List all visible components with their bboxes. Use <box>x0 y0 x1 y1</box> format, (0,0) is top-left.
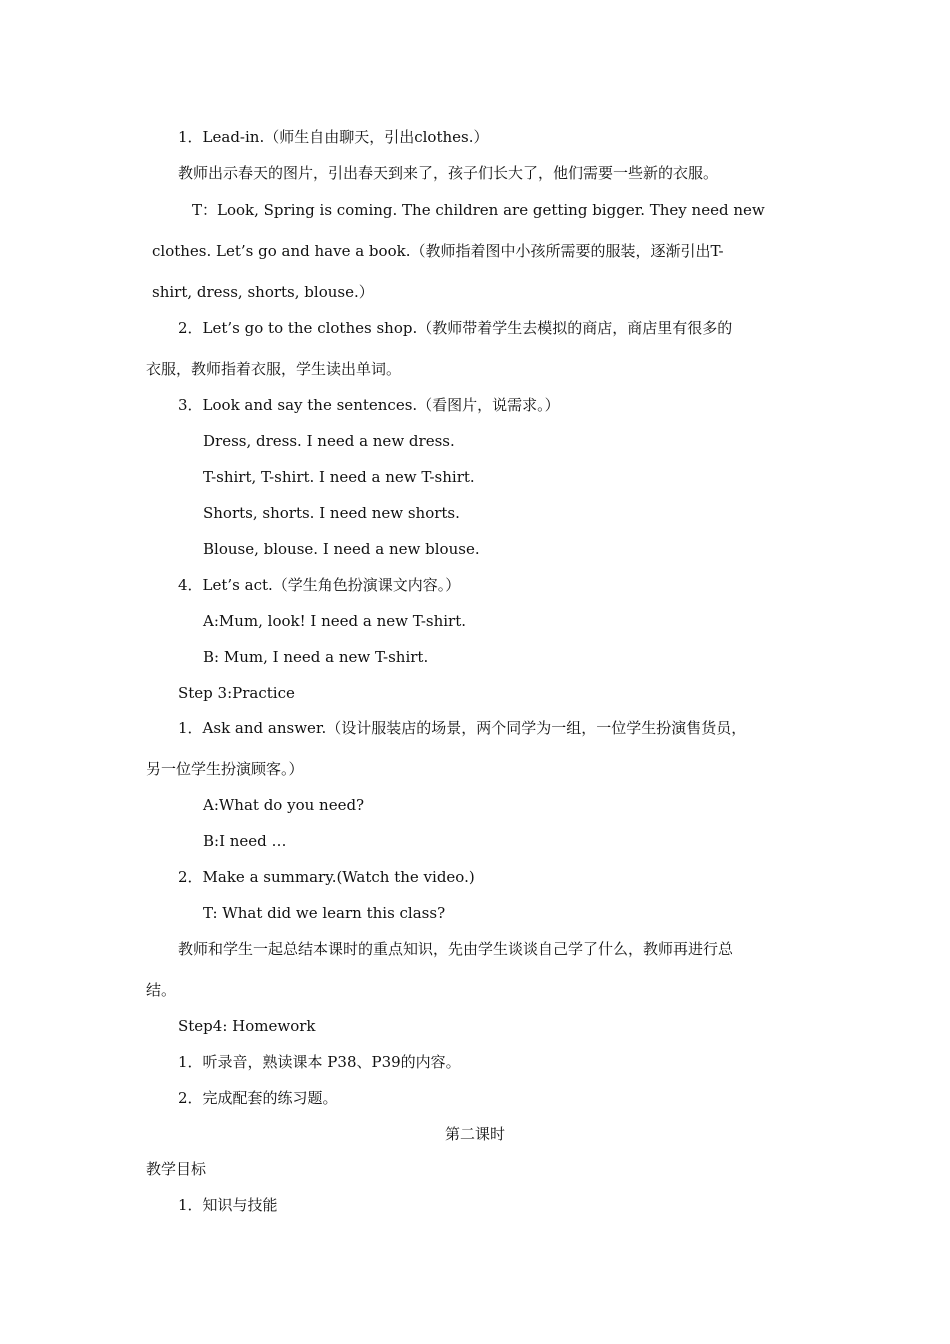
step-item-continued: 另一位学生扮演顾客。） <box>146 760 304 778</box>
paragraph-continued: 结。 <box>146 981 177 999</box>
step-item: 1．Ask and answer.（设计服装店的场景，两个同学为一组，一位学生扮演售货员， <box>178 719 747 737</box>
objective-item: 1．知识与技能 <box>178 1196 278 1214</box>
sentence-line: Shorts, shorts. I need new shorts. <box>203 504 460 522</box>
dialogue-line: clothes. Let’s go and have a book.（教师指着图中小孩所需要的服装，逐渐引出T- <box>152 242 724 260</box>
sentence-line: Blouse, blouse. I need a new blouse. <box>203 540 480 558</box>
step-item: 4．Let’s act.（学生角色扮演课文内容。） <box>178 576 461 594</box>
dialogue-line: B: Mum, I need a new T-shirt. <box>203 648 429 666</box>
sentence-line: T-shirt, T-shirt. I need a new T-shirt. <box>203 468 475 486</box>
dialogue-line: shirt, dress, shorts, blouse.） <box>152 283 374 301</box>
dialogue-line: A:Mum, look! I need a new T-shirt. <box>203 612 467 630</box>
dialogue-line: A:What do you need? <box>203 796 365 814</box>
section-title: 第二课时 <box>444 1125 505 1143</box>
step-item: 2．Make a summary.(Watch the video.) <box>178 868 475 886</box>
lead-in-item: 1．Lead-in.（师生自由聊天，引出clothes.） <box>178 128 489 146</box>
homework-item: 1．听录音，熟读课本 P38、P39的内容。 <box>178 1053 461 1071</box>
step-heading: Step 3:Practice <box>178 684 295 702</box>
dialogue-line: B:I need … <box>203 832 287 850</box>
section-heading: 教学目标 <box>146 1160 207 1178</box>
sentence-line: Dress, dress. I need a new dress. <box>203 432 455 450</box>
step-heading: Step4: Homework <box>178 1017 316 1035</box>
dialogue-line: T：Look, Spring is coming. The children are getting bigger. They need new <box>192 201 765 219</box>
dialogue-line: T: What did we learn this class? <box>203 904 446 922</box>
step-item: 2．Let’s go to the clothes shop.（教师带着学生去模拟的商店，商店里有很多的 <box>178 319 733 337</box>
step-item-continued: 衣服，教师指着衣服，学生读出单词。 <box>146 360 402 378</box>
step-item: 3．Look and say the sentences.（看图片，说需求。） <box>178 396 560 414</box>
homework-item: 2．完成配套的练习题。 <box>178 1089 338 1107</box>
paragraph: 教师出示春天的图片，引出春天到来了，孩子们长大了，他们需要一些新的衣服。 <box>178 164 719 182</box>
paragraph: 教师和学生一起总结本课时的重点知识，先由学生谈谈自己学了什么，教师再进行总 <box>178 940 734 958</box>
